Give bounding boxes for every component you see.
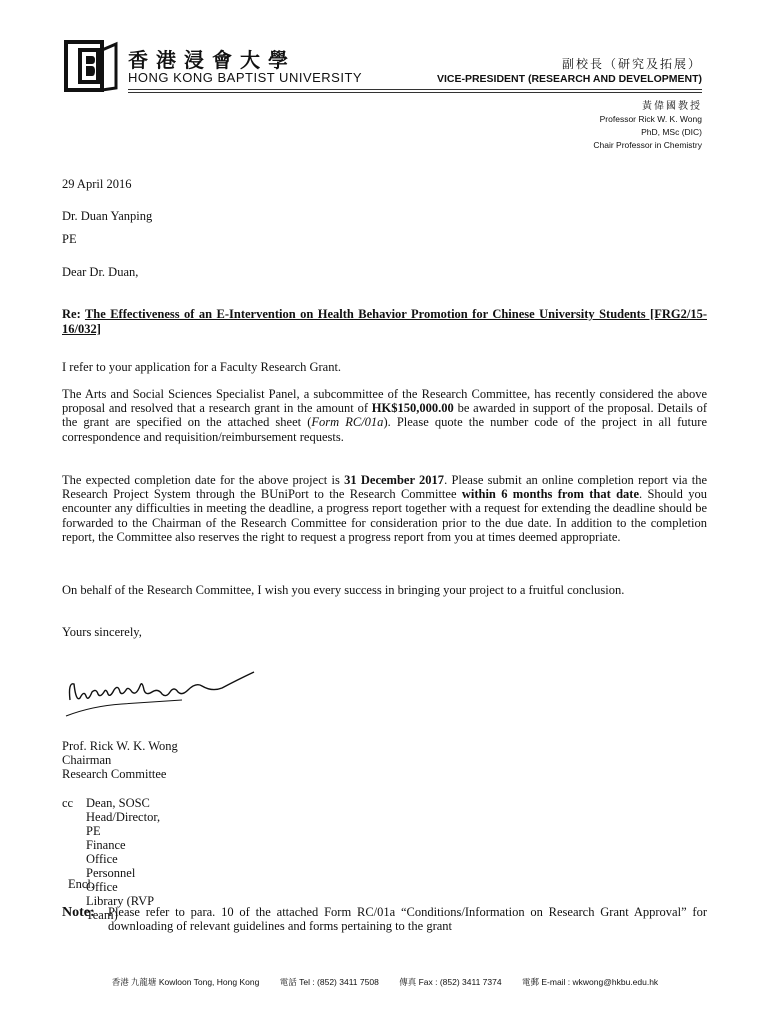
note-label: Note: bbox=[62, 905, 95, 920]
signatory-title: Chair Professor in Chemistry bbox=[593, 140, 702, 150]
footer-email: E-mail : wkwong@hkbu.edu.hk bbox=[541, 977, 659, 987]
subject-title: The Effectiveness of an E-Intervention on Health Behavior Promotion for Chinese University Students [FRG2/15-16/032] bbox=[62, 307, 707, 336]
signatory-name-chinese: 黃偉國教授 bbox=[642, 101, 702, 112]
university-logo-icon bbox=[64, 40, 120, 92]
university-name-english: HONG KONG BAPTIST UNIVERSITY bbox=[128, 70, 363, 85]
completion-deadline: within 6 months from that date bbox=[461, 487, 640, 502]
paragraph-intro: I refer to your application for a Faculty Research Grant. bbox=[62, 360, 342, 374]
office-title-chinese: 副校長（研究及拓展） bbox=[561, 57, 702, 71]
subject-label: Re: bbox=[62, 307, 81, 321]
office-title-english: VICE-PRESIDENT (RESEARCH AND DEVELOPMENT) bbox=[436, 73, 702, 85]
completion-text-a: The expected completion date for the above project is bbox=[62, 473, 340, 487]
award-text-b: be awarded in support of the proposal. Details of the grant are specified on the attached sheet ( bbox=[62, 401, 708, 430]
award-text-c: ). Please quote the number code of the project in all future correspondence and requisition/reimbursement requests. bbox=[62, 415, 707, 444]
cc-recipients bbox=[86, 796, 160, 922]
completion-date: 31 December 2017 bbox=[344, 473, 445, 487]
enclosure-note: Encl. bbox=[68, 877, 95, 891]
signer-name: Prof. Rick W. K. Wong bbox=[62, 739, 178, 753]
subject-line bbox=[62, 307, 707, 337]
cc-label: cc bbox=[62, 796, 74, 810]
recipient-department: PE bbox=[62, 232, 77, 246]
header-divider bbox=[128, 89, 702, 93]
footer-tel-cn: 電話 bbox=[279, 977, 297, 987]
completion-text-c: . Should you encounter any difficulties in meeting the deadline, a progress report together with a request for extending the deadline should be forwarded to the Chairman of the Research Committee for consideration prior to the due date. In addition to the completion report, the Committee also reserves the right to request a progress report from you at times deemed appropriate. bbox=[62, 487, 707, 544]
signatory-degrees: PhD, MSc (DIC) bbox=[641, 127, 702, 137]
paragraph-wishes: On behalf of the Research Committee, I wish you every success in bringing your project to a fruitful conclusion. bbox=[62, 583, 625, 597]
footer-fax: Fax : (852) 3411 7374 bbox=[418, 977, 502, 987]
footer-address: Kowloon Tong, Hong Kong bbox=[158, 977, 260, 987]
signature-block bbox=[62, 739, 178, 781]
paragraph-award bbox=[62, 387, 707, 444]
footer-address-cn: 香港 九龍塘 bbox=[111, 977, 157, 987]
letterhead bbox=[0, 0, 770, 110]
footer-contact bbox=[0, 976, 770, 988]
paragraph-completion bbox=[62, 473, 707, 544]
grant-amount: HK$150,000.00 bbox=[371, 401, 454, 416]
signer-role: Chairman bbox=[62, 753, 112, 767]
cc-recipient: Finance Office bbox=[86, 838, 126, 866]
footer-email-cn: 電郵 bbox=[521, 977, 539, 987]
cc-recipient: Library (RVP Team) bbox=[86, 894, 154, 922]
completion-text-b: . Please submit an online completion report via the Research Project System through the BUniPort to the Research Committee bbox=[62, 473, 708, 502]
signatory-header bbox=[593, 100, 702, 152]
signer-committee: Research Committee bbox=[62, 767, 167, 781]
cc-recipient: Head/Director, PE bbox=[86, 810, 161, 838]
university-name-chinese: 香港浸會大學 bbox=[128, 50, 296, 72]
cc-recipient: Personnel Office bbox=[86, 866, 136, 894]
closing: Yours sincerely, bbox=[62, 625, 142, 639]
note-text: Please refer to para. 10 of the attached Form RC/01a “Conditions/Information on Research Grant Approval” for downloading of relevant guidelines and forms pertaining to the grant bbox=[108, 905, 707, 933]
footer-tel: Tel : (852) 3411 7508 bbox=[299, 977, 379, 987]
handwritten-signature-icon bbox=[62, 662, 262, 720]
award-text-a: The Arts and Social Sciences Specialist Panel, a subcommittee of the Research Committee, has recently considered the above proposal and resolved that a research grant in the amount of bbox=[62, 387, 707, 416]
form-reference: Form RC/01a bbox=[311, 415, 384, 430]
recipient-name: Dr. Duan Yanping bbox=[62, 209, 153, 223]
cc-recipient: Dean, SOSC bbox=[86, 796, 150, 810]
letter-date: 29 April 2016 bbox=[62, 177, 132, 191]
signatory-name-english: Professor Rick W. K. Wong bbox=[599, 114, 702, 124]
salutation: Dear Dr. Duan, bbox=[62, 265, 139, 279]
footer-fax-cn: 傳真 bbox=[399, 977, 417, 987]
